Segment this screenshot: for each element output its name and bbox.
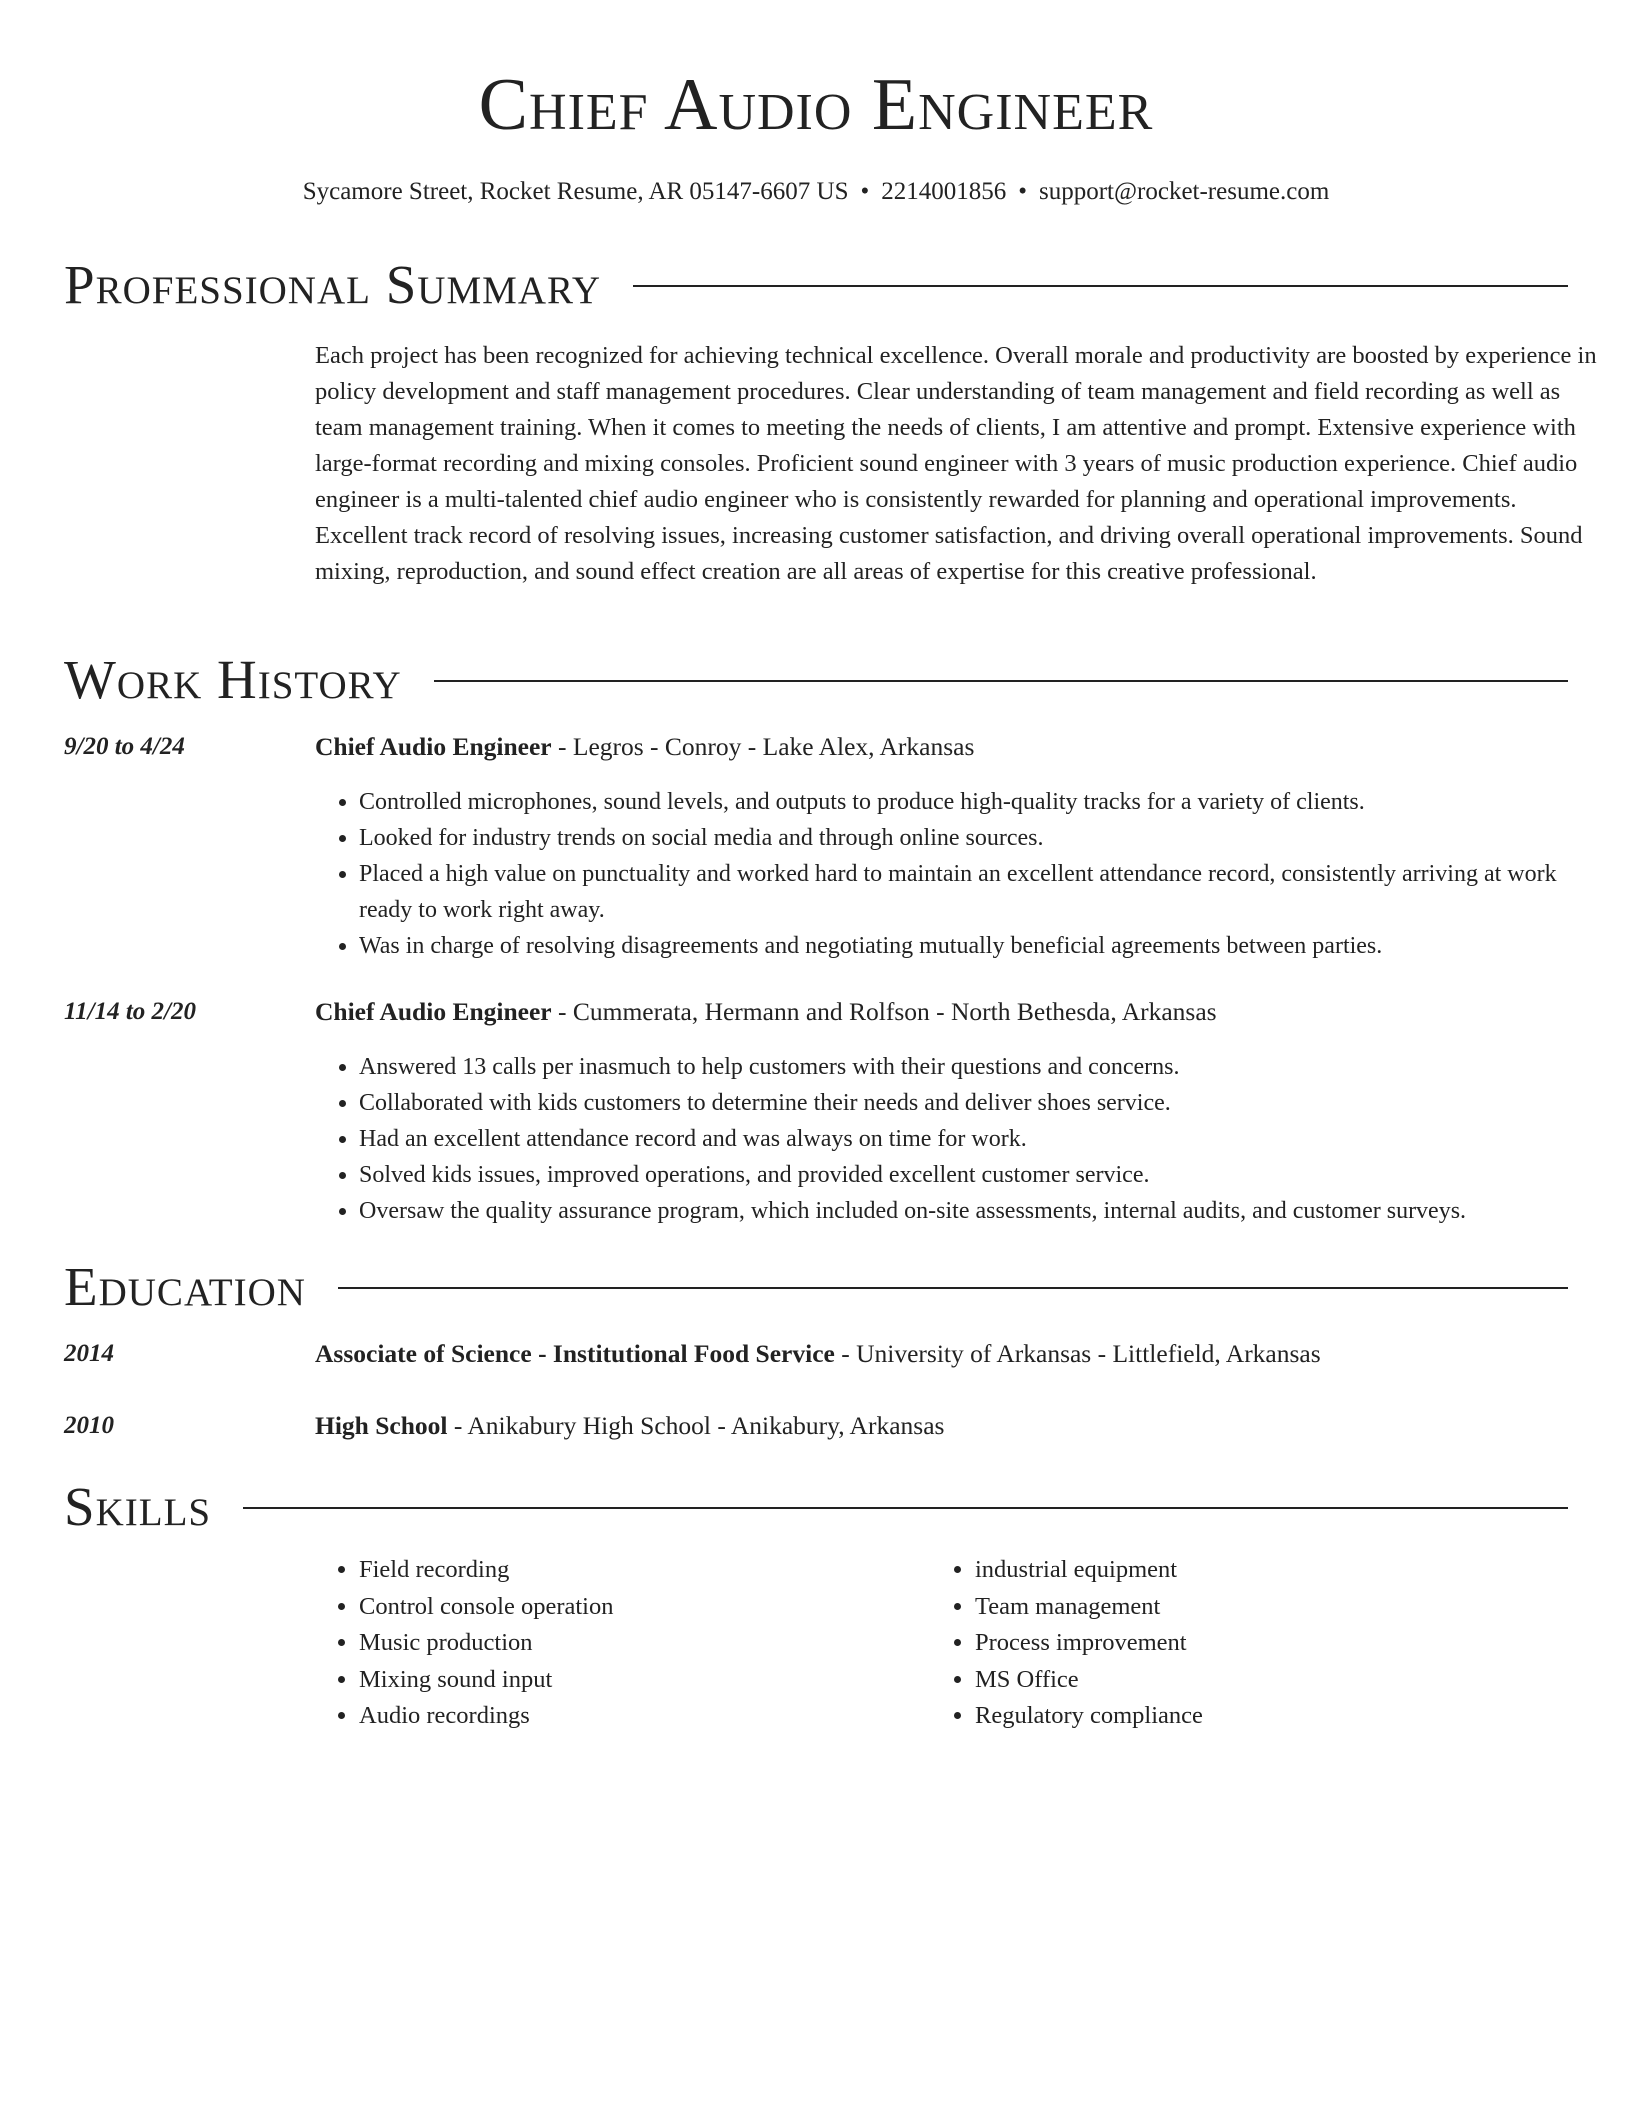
section-divider [243, 1507, 1568, 1509]
job-bullet: • Was in charge of resolving disagreements and negotiating mutually beneficial agreements between parties. [359, 928, 1605, 964]
education-section-header [64, 1252, 1568, 1322]
skill-item: • Process improvement [975, 1625, 1491, 1662]
job-details: - Legros - Conroy - Lake Alex, Arkansas [551, 732, 975, 761]
contact-address: Sycamore Street, Rocket Resume, AR 05147-6607 US [302, 178, 849, 205]
job-bullet: • Controlled microphones, sound levels, and outputs to produce high-quality tracks for a variety of clients. [359, 784, 1605, 820]
skill-item: • Team management [975, 1589, 1491, 1626]
job-bullet-list [315, 784, 1605, 964]
job-position: Chief Audio Engineer [315, 997, 552, 1026]
contact-separator: • [860, 178, 870, 205]
skill-item: • Mixing sound input [359, 1662, 875, 1699]
education-year: 2014 [64, 1340, 114, 1367]
job-dates: 9/20 to 4/24 [64, 733, 185, 760]
skill-item: • Music production [359, 1625, 875, 1662]
job-bullet: • Oversaw the quality assurance program, which included on-site assessments, internal audits, and customer surveys. [359, 1193, 1605, 1229]
job-bullet: • Had an excellent attendance record and was always on time for work. [359, 1121, 1605, 1157]
skills-list-right [931, 1552, 1491, 1735]
contact-email: support@rocket-resume.com [1039, 178, 1330, 205]
job-position: Chief Audio Engineer [315, 732, 552, 761]
job-heading [315, 994, 1605, 1030]
job-bullet: • Looked for industry trends on social media and through online sources. [359, 820, 1605, 856]
section-divider [338, 1287, 1568, 1289]
job-bullet-list [315, 1049, 1605, 1229]
skills-section-title: Skills [64, 1476, 212, 1537]
job-details: - Cummerata, Hermann and Rolfson - North Bethesda, Arkansas [551, 997, 1217, 1026]
job-bullet: • Placed a high value on punctuality and worked hard to maintain an excellent attendance record, consistently arriving at work ready to work right away. [359, 856, 1605, 928]
skill-item: • Field recording [359, 1552, 875, 1589]
skill-item: • Control console operation [359, 1589, 875, 1626]
skill-item: • Audio recordings [359, 1698, 875, 1735]
summary-section-title: Professional Summary [64, 254, 602, 315]
education-degree: Associate of Science - Institutional Food Service [315, 1339, 835, 1368]
summary-text: Each project has been recognized for achieving technical excellence. Overall morale and productivity are boosted by experience in policy development and staff management procedures. Clear understanding of team management and field recording as well as team management training. When it comes to meeting the needs of clients, I am attentive and prompt. Extensive experience with large-format recording and mixing consoles. Proficient sound engineer with 3 years of music production experience. Chief audio engineer is a multi-talented chief audio engineer who is consistently rewarded for planning and operational improvements. Excellent track record of resolving issues, increasing customer satisfaction, and driving overall operational improvements. Sound mixing, reproduction, and sound effect creation are all areas of expertise for this creative professional. [315, 342, 1597, 585]
education-degree: High School [315, 1411, 448, 1440]
education-section-title: Education [64, 1256, 306, 1317]
skill-item: • MS Office [975, 1662, 1491, 1699]
work-section-title: Work History [64, 649, 402, 710]
contact-separator: • [1018, 178, 1027, 205]
section-divider [434, 680, 1568, 682]
education-details: - University of Arkansas - Littlefield, Arkansas [834, 1339, 1321, 1368]
summary-section-header [64, 250, 1568, 320]
section-divider [633, 285, 1568, 287]
education-year: 2010 [64, 1412, 114, 1439]
skill-item: • industrial equipment [975, 1552, 1491, 1589]
job-dates: 11/14 to 2/20 [64, 998, 196, 1025]
education-details: - Anikabury High School - Anikabury, Arkansas [447, 1411, 945, 1440]
contact-phone: 2214001856 [881, 178, 1007, 205]
education-entry [315, 1408, 1605, 1444]
job-bullet: • Collaborated with kids customers to determine their needs and deliver shoes service. [359, 1085, 1605, 1121]
resume-name: Chief Audio Engineer [478, 64, 1154, 146]
contact-line [64, 176, 1568, 208]
job-bullet: • Solved kids issues, improved operations, and provided excellent customer service. [359, 1157, 1605, 1193]
skills-list-left [315, 1552, 875, 1735]
skill-item: • Regulatory compliance [975, 1698, 1491, 1735]
job-heading [315, 729, 1605, 765]
education-entry [315, 1336, 1605, 1372]
job-bullet: • Answered 13 calls per inasmuch to help customers with their questions and concerns. [359, 1049, 1605, 1085]
skills-section-header [64, 1472, 1568, 1542]
work-section-header [64, 645, 1568, 715]
